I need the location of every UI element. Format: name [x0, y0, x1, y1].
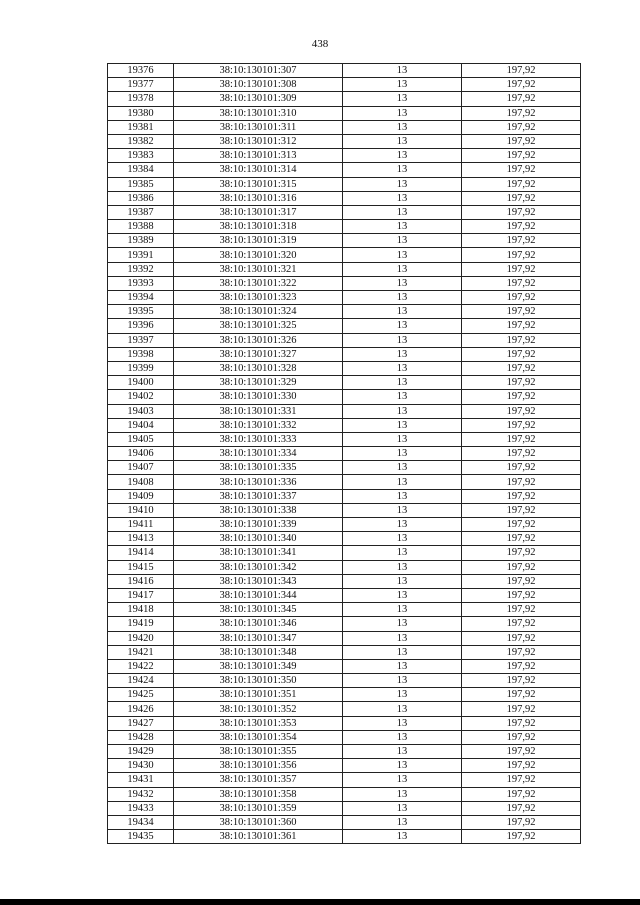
- cadastral-number-cell: 38:10:130101:339: [174, 518, 343, 532]
- table-row: [108, 447, 581, 461]
- table-row: [108, 418, 581, 432]
- quantity-cell: 13: [343, 333, 462, 347]
- cadastral-number-cell: 38:10:130101:333: [174, 432, 343, 446]
- record-number-cell: 19409: [108, 489, 174, 503]
- table-row: [108, 830, 581, 844]
- cadastral-number-cell: 38:10:130101:336: [174, 475, 343, 489]
- value-cell: 197,92: [462, 574, 581, 588]
- quantity-cell: 13: [343, 674, 462, 688]
- record-number-cell: 19429: [108, 745, 174, 759]
- record-number-cell: 19397: [108, 333, 174, 347]
- record-number-cell: 19400: [108, 376, 174, 390]
- value-cell: 197,92: [462, 532, 581, 546]
- table-row: [108, 120, 581, 134]
- record-number-cell: 19386: [108, 191, 174, 205]
- quantity-cell: 13: [343, 432, 462, 446]
- value-cell: 197,92: [462, 588, 581, 602]
- cadastral-number-cell: 38:10:130101:332: [174, 418, 343, 432]
- quantity-cell: 13: [343, 815, 462, 829]
- table-row: [108, 205, 581, 219]
- value-cell: 197,92: [462, 191, 581, 205]
- record-number-cell: 19433: [108, 801, 174, 815]
- value-cell: 197,92: [462, 404, 581, 418]
- table-row: [108, 262, 581, 276]
- value-cell: 197,92: [462, 163, 581, 177]
- record-number-cell: 19406: [108, 447, 174, 461]
- quantity-cell: 13: [343, 376, 462, 390]
- quantity-cell: 13: [343, 205, 462, 219]
- value-cell: 197,92: [462, 773, 581, 787]
- value-cell: 197,92: [462, 560, 581, 574]
- quantity-cell: 13: [343, 688, 462, 702]
- value-cell: 197,92: [462, 546, 581, 560]
- scan-edge-bar: [0, 899, 640, 905]
- quantity-cell: 13: [343, 220, 462, 234]
- table-row: [108, 674, 581, 688]
- quantity-cell: 13: [343, 447, 462, 461]
- value-cell: 197,92: [462, 461, 581, 475]
- record-number-cell: 19413: [108, 532, 174, 546]
- table-row: [108, 291, 581, 305]
- page-number: 438: [311, 38, 329, 50]
- cadastral-number-cell: 38:10:130101:355: [174, 745, 343, 759]
- cadastral-number-cell: 38:10:130101:320: [174, 248, 343, 262]
- record-number-cell: 19384: [108, 163, 174, 177]
- value-cell: 197,92: [462, 291, 581, 305]
- cadastral-number-cell: 38:10:130101:311: [174, 120, 343, 134]
- table-row: [108, 134, 581, 148]
- record-number-cell: 19402: [108, 390, 174, 404]
- table-row: [108, 234, 581, 248]
- record-number-cell: 19422: [108, 659, 174, 673]
- record-number-cell: 19414: [108, 546, 174, 560]
- record-number-cell: 19383: [108, 149, 174, 163]
- quantity-cell: 13: [343, 801, 462, 815]
- quantity-cell: 13: [343, 489, 462, 503]
- quantity-cell: 13: [343, 588, 462, 602]
- value-cell: 197,92: [462, 815, 581, 829]
- value-cell: 197,92: [462, 503, 581, 517]
- cadastral-number-cell: 38:10:130101:308: [174, 78, 343, 92]
- value-cell: 197,92: [462, 262, 581, 276]
- record-number-cell: 19419: [108, 617, 174, 631]
- value-cell: 197,92: [462, 659, 581, 673]
- table-row: [108, 276, 581, 290]
- table-row: [108, 546, 581, 560]
- quantity-cell: 13: [343, 361, 462, 375]
- table-row: [108, 560, 581, 574]
- cadastral-number-cell: 38:10:130101:314: [174, 163, 343, 177]
- table-row: [108, 220, 581, 234]
- cadastral-number-cell: 38:10:130101:309: [174, 92, 343, 106]
- cadastral-number-cell: 38:10:130101:329: [174, 376, 343, 390]
- cadastral-number-cell: 38:10:130101:340: [174, 532, 343, 546]
- quantity-cell: 13: [343, 631, 462, 645]
- cadastral-number-cell: 38:10:130101:348: [174, 645, 343, 659]
- table-row: [108, 773, 581, 787]
- value-cell: 197,92: [462, 276, 581, 290]
- value-cell: 197,92: [462, 674, 581, 688]
- cadastral-number-cell: 38:10:130101:338: [174, 503, 343, 517]
- cadastral-number-cell: 38:10:130101:352: [174, 702, 343, 716]
- value-cell: 197,92: [462, 177, 581, 191]
- quantity-cell: 13: [343, 716, 462, 730]
- record-number-cell: 19396: [108, 319, 174, 333]
- value-cell: 197,92: [462, 234, 581, 248]
- value-cell: 197,92: [462, 376, 581, 390]
- table-row: [108, 815, 581, 829]
- record-number-cell: 19435: [108, 830, 174, 844]
- cadastral-number-cell: 38:10:130101:326: [174, 333, 343, 347]
- quantity-cell: 13: [343, 418, 462, 432]
- record-number-cell: 19385: [108, 177, 174, 191]
- record-number-cell: 19399: [108, 361, 174, 375]
- quantity-cell: 13: [343, 730, 462, 744]
- record-number-cell: 19426: [108, 702, 174, 716]
- table-row: [108, 177, 581, 191]
- record-number-cell: 19382: [108, 134, 174, 148]
- record-number-cell: 19392: [108, 262, 174, 276]
- value-cell: 197,92: [462, 418, 581, 432]
- cadastral-number-cell: 38:10:130101:330: [174, 390, 343, 404]
- value-cell: 197,92: [462, 134, 581, 148]
- quantity-cell: 13: [343, 532, 462, 546]
- value-cell: 197,92: [462, 518, 581, 532]
- table-row: [108, 305, 581, 319]
- record-number-cell: 19393: [108, 276, 174, 290]
- value-cell: 197,92: [462, 432, 581, 446]
- record-number-cell: 19404: [108, 418, 174, 432]
- table-row: [108, 106, 581, 120]
- value-cell: 197,92: [462, 347, 581, 361]
- quantity-cell: 13: [343, 191, 462, 205]
- record-number-cell: 19398: [108, 347, 174, 361]
- quantity-cell: 13: [343, 702, 462, 716]
- record-number-cell: 19420: [108, 631, 174, 645]
- cadastral-number-cell: 38:10:130101:319: [174, 234, 343, 248]
- cadastral-number-cell: 38:10:130101:350: [174, 674, 343, 688]
- table-row: [108, 92, 581, 106]
- cadastral-number-cell: 38:10:130101:354: [174, 730, 343, 744]
- value-cell: 197,92: [462, 702, 581, 716]
- table-row: [108, 759, 581, 773]
- record-number-cell: 19391: [108, 248, 174, 262]
- cadastral-number-cell: 38:10:130101:337: [174, 489, 343, 503]
- value-cell: 197,92: [462, 830, 581, 844]
- record-number-cell: 19421: [108, 645, 174, 659]
- table-row: [108, 432, 581, 446]
- cadastral-number-cell: 38:10:130101:351: [174, 688, 343, 702]
- value-cell: 197,92: [462, 305, 581, 319]
- cadastral-number-cell: 38:10:130101:331: [174, 404, 343, 418]
- cadastral-number-cell: 38:10:130101:356: [174, 759, 343, 773]
- cadastral-number-cell: 38:10:130101:307: [174, 64, 343, 78]
- cadastral-number-cell: 38:10:130101:358: [174, 787, 343, 801]
- record-number-cell: 19380: [108, 106, 174, 120]
- record-number-cell: 19403: [108, 404, 174, 418]
- cadastral-number-cell: 38:10:130101:328: [174, 361, 343, 375]
- quantity-cell: 13: [343, 78, 462, 92]
- quantity-cell: 13: [343, 574, 462, 588]
- table-row: [108, 801, 581, 815]
- value-cell: 197,92: [462, 688, 581, 702]
- record-number-cell: 19410: [108, 503, 174, 517]
- value-cell: 197,92: [462, 759, 581, 773]
- quantity-cell: 13: [343, 475, 462, 489]
- table-row: [108, 404, 581, 418]
- quantity-cell: 13: [343, 234, 462, 248]
- cadastral-number-cell: 38:10:130101:357: [174, 773, 343, 787]
- value-cell: 197,92: [462, 489, 581, 503]
- quantity-cell: 13: [343, 149, 462, 163]
- table-row: [108, 390, 581, 404]
- record-number-cell: 19431: [108, 773, 174, 787]
- cadastral-number-cell: 38:10:130101:315: [174, 177, 343, 191]
- table-row: [108, 688, 581, 702]
- table-row: [108, 745, 581, 759]
- record-number-cell: 19394: [108, 291, 174, 305]
- record-number-cell: 19378: [108, 92, 174, 106]
- cadastral-number-cell: 38:10:130101:310: [174, 106, 343, 120]
- value-cell: 197,92: [462, 92, 581, 106]
- record-number-cell: 19428: [108, 730, 174, 744]
- table-row: [108, 518, 581, 532]
- record-number-cell: 19408: [108, 475, 174, 489]
- value-cell: 197,92: [462, 78, 581, 92]
- record-number-cell: 19424: [108, 674, 174, 688]
- table-row: [108, 574, 581, 588]
- cadastral-number-cell: 38:10:130101:325: [174, 319, 343, 333]
- value-cell: 197,92: [462, 149, 581, 163]
- cadastral-number-cell: 38:10:130101:344: [174, 588, 343, 602]
- quantity-cell: 13: [343, 645, 462, 659]
- quantity-cell: 13: [343, 560, 462, 574]
- table-row: [108, 78, 581, 92]
- record-number-cell: 19407: [108, 461, 174, 475]
- record-number-cell: 19388: [108, 220, 174, 234]
- value-cell: 197,92: [462, 603, 581, 617]
- record-number-cell: 19376: [108, 64, 174, 78]
- cadastral-number-cell: 38:10:130101:341: [174, 546, 343, 560]
- table-row: [108, 191, 581, 205]
- value-cell: 197,92: [462, 475, 581, 489]
- value-cell: 197,92: [462, 120, 581, 134]
- quantity-cell: 13: [343, 830, 462, 844]
- quantity-cell: 13: [343, 276, 462, 290]
- cadastral-number-cell: 38:10:130101:327: [174, 347, 343, 361]
- table-row: [108, 333, 581, 347]
- table-row: [108, 347, 581, 361]
- table-row: [108, 64, 581, 78]
- table-row: [108, 248, 581, 262]
- cadastral-number-cell: 38:10:130101:317: [174, 205, 343, 219]
- quantity-cell: 13: [343, 617, 462, 631]
- record-number-cell: 19430: [108, 759, 174, 773]
- value-cell: 197,92: [462, 106, 581, 120]
- cadastral-number-cell: 38:10:130101:359: [174, 801, 343, 815]
- cadastral-number-cell: 38:10:130101:313: [174, 149, 343, 163]
- cadastral-number-cell: 38:10:130101:335: [174, 461, 343, 475]
- table-row: [108, 631, 581, 645]
- table-row: [108, 659, 581, 673]
- table-row: [108, 319, 581, 333]
- value-cell: 197,92: [462, 319, 581, 333]
- table-row: [108, 716, 581, 730]
- table-row: [108, 730, 581, 744]
- cadastral-number-cell: 38:10:130101:318: [174, 220, 343, 234]
- table-row: [108, 617, 581, 631]
- table-row: [108, 645, 581, 659]
- quantity-cell: 13: [343, 92, 462, 106]
- quantity-cell: 13: [343, 404, 462, 418]
- value-cell: 197,92: [462, 730, 581, 744]
- record-number-cell: 19377: [108, 78, 174, 92]
- registry-table: [107, 63, 581, 844]
- value-cell: 197,92: [462, 645, 581, 659]
- cadastral-number-cell: 38:10:130101:349: [174, 659, 343, 673]
- table-row: [108, 787, 581, 801]
- quantity-cell: 13: [343, 291, 462, 305]
- quantity-cell: 13: [343, 745, 462, 759]
- cadastral-number-cell: 38:10:130101:316: [174, 191, 343, 205]
- quantity-cell: 13: [343, 518, 462, 532]
- table-row: [108, 702, 581, 716]
- record-number-cell: 19415: [108, 560, 174, 574]
- cadastral-number-cell: 38:10:130101:334: [174, 447, 343, 461]
- value-cell: 197,92: [462, 248, 581, 262]
- cadastral-number-cell: 38:10:130101:361: [174, 830, 343, 844]
- table-row: [108, 361, 581, 375]
- quantity-cell: 13: [343, 262, 462, 276]
- table-row: [108, 149, 581, 163]
- table-row: [108, 588, 581, 602]
- record-number-cell: 19395: [108, 305, 174, 319]
- value-cell: 197,92: [462, 801, 581, 815]
- record-number-cell: 19416: [108, 574, 174, 588]
- value-cell: 197,92: [462, 787, 581, 801]
- quantity-cell: 13: [343, 120, 462, 134]
- table-row: [108, 376, 581, 390]
- table-row: [108, 461, 581, 475]
- quantity-cell: 13: [343, 659, 462, 673]
- cadastral-number-cell: 38:10:130101:321: [174, 262, 343, 276]
- table-row: [108, 503, 581, 517]
- value-cell: 197,92: [462, 205, 581, 219]
- value-cell: 197,92: [462, 220, 581, 234]
- table-row: [108, 475, 581, 489]
- value-cell: 197,92: [462, 745, 581, 759]
- record-number-cell: 19381: [108, 120, 174, 134]
- record-number-cell: 19425: [108, 688, 174, 702]
- quantity-cell: 13: [343, 106, 462, 120]
- record-number-cell: 19427: [108, 716, 174, 730]
- table-row: [108, 532, 581, 546]
- table-row: [108, 163, 581, 177]
- quantity-cell: 13: [343, 546, 462, 560]
- cadastral-number-cell: 38:10:130101:353: [174, 716, 343, 730]
- value-cell: 197,92: [462, 447, 581, 461]
- record-number-cell: 19432: [108, 787, 174, 801]
- quantity-cell: 13: [343, 64, 462, 78]
- cadastral-number-cell: 38:10:130101:347: [174, 631, 343, 645]
- quantity-cell: 13: [343, 603, 462, 617]
- cadastral-number-cell: 38:10:130101:312: [174, 134, 343, 148]
- value-cell: 197,92: [462, 361, 581, 375]
- quantity-cell: 13: [343, 461, 462, 475]
- record-number-cell: 19389: [108, 234, 174, 248]
- record-number-cell: 19405: [108, 432, 174, 446]
- quantity-cell: 13: [343, 773, 462, 787]
- quantity-cell: 13: [343, 177, 462, 191]
- cadastral-number-cell: 38:10:130101:322: [174, 276, 343, 290]
- quantity-cell: 13: [343, 503, 462, 517]
- cadastral-number-cell: 38:10:130101:323: [174, 291, 343, 305]
- table-row: [108, 489, 581, 503]
- cadastral-number-cell: 38:10:130101:345: [174, 603, 343, 617]
- value-cell: 197,92: [462, 64, 581, 78]
- table-body: [108, 64, 581, 844]
- quantity-cell: 13: [343, 759, 462, 773]
- value-cell: 197,92: [462, 333, 581, 347]
- cadastral-number-cell: 38:10:130101:360: [174, 815, 343, 829]
- quantity-cell: 13: [343, 319, 462, 333]
- record-number-cell: 19387: [108, 205, 174, 219]
- quantity-cell: 13: [343, 248, 462, 262]
- cadastral-number-cell: 38:10:130101:324: [174, 305, 343, 319]
- quantity-cell: 13: [343, 163, 462, 177]
- quantity-cell: 13: [343, 347, 462, 361]
- quantity-cell: 13: [343, 787, 462, 801]
- cadastral-number-cell: 38:10:130101:343: [174, 574, 343, 588]
- quantity-cell: 13: [343, 305, 462, 319]
- record-number-cell: 19434: [108, 815, 174, 829]
- record-number-cell: 19411: [108, 518, 174, 532]
- cadastral-number-cell: 38:10:130101:346: [174, 617, 343, 631]
- value-cell: 197,92: [462, 390, 581, 404]
- record-number-cell: 19418: [108, 603, 174, 617]
- record-number-cell: 19417: [108, 588, 174, 602]
- cadastral-number-cell: 38:10:130101:342: [174, 560, 343, 574]
- quantity-cell: 13: [343, 134, 462, 148]
- value-cell: 197,92: [462, 716, 581, 730]
- table-row: [108, 603, 581, 617]
- value-cell: 197,92: [462, 617, 581, 631]
- quantity-cell: 13: [343, 390, 462, 404]
- value-cell: 197,92: [462, 631, 581, 645]
